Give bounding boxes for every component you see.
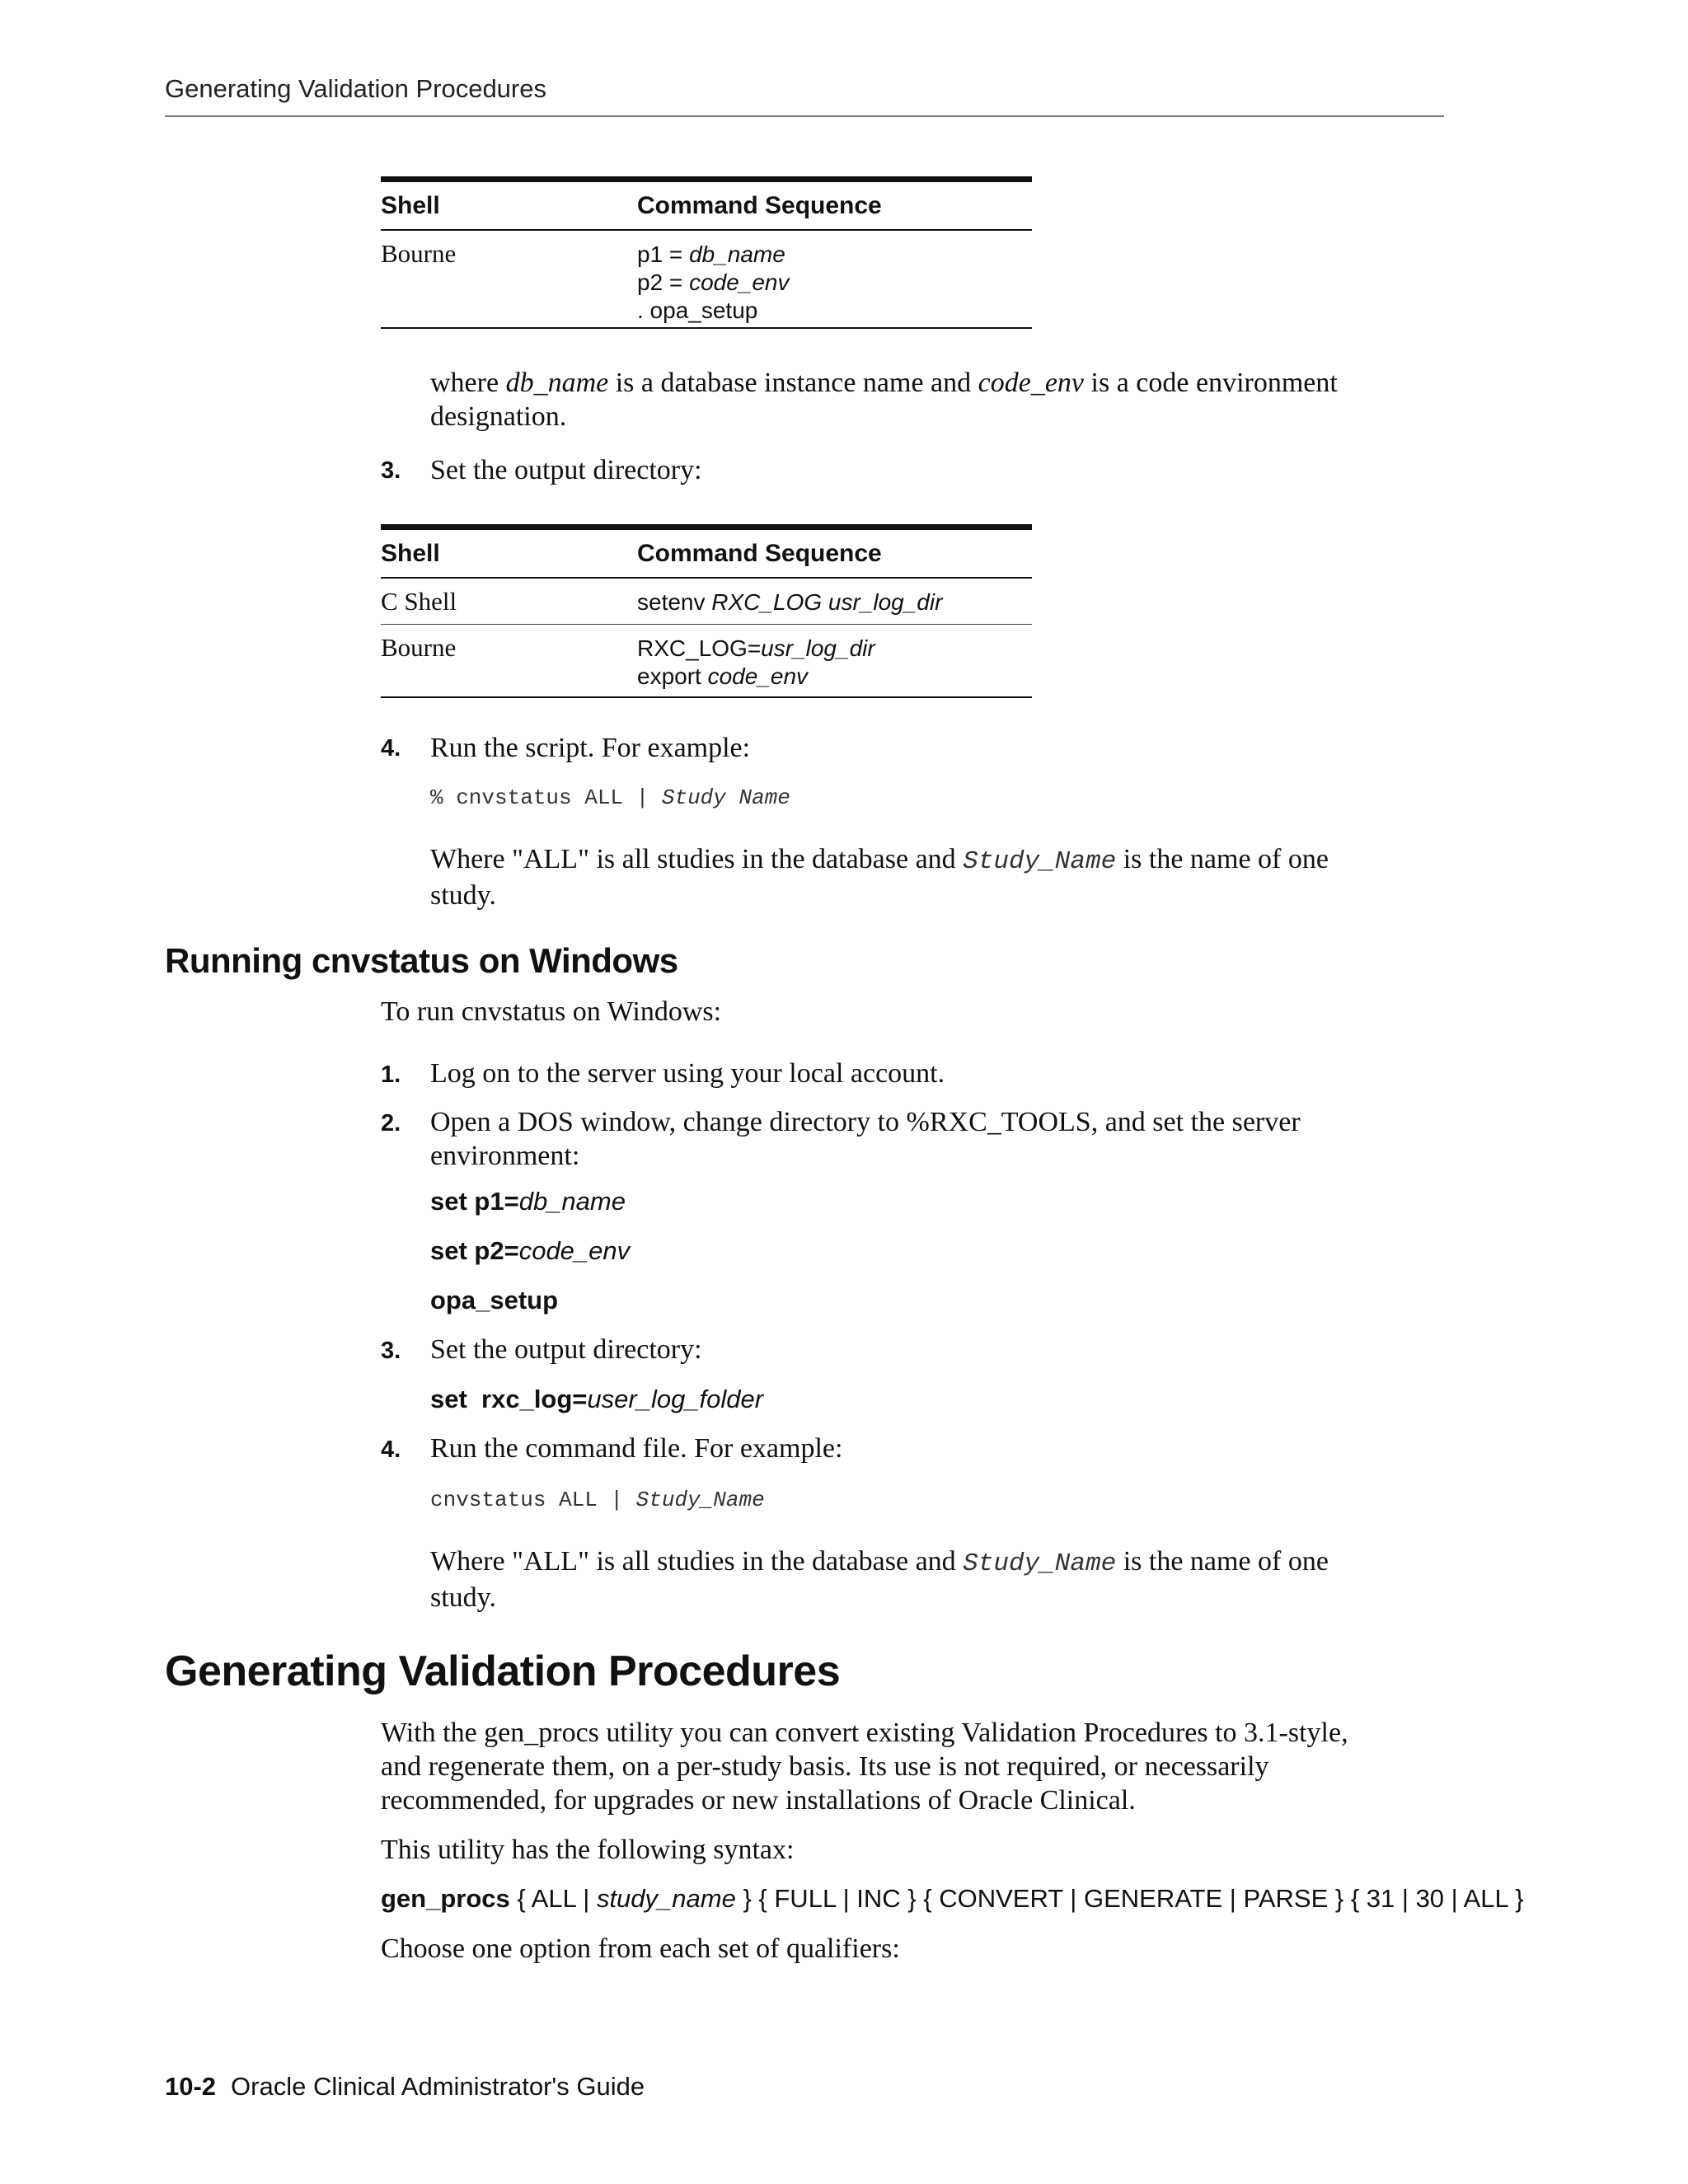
- var: Study_Name: [963, 847, 1117, 876]
- table-row: [381, 625, 1032, 698]
- syntax-line: [381, 1884, 1524, 1914]
- text: is a code environment: [1084, 368, 1338, 398]
- text: study.: [430, 1582, 496, 1613]
- step-number: 4.: [381, 735, 401, 762]
- shell-command-table-1: [381, 176, 1032, 329]
- command-line: [430, 1385, 763, 1414]
- code-example: [430, 1488, 765, 1512]
- where-note: [430, 366, 1338, 434]
- section-heading: Running cnvstatus on Windows: [165, 941, 678, 980]
- intro-text: To run cnvstatus on Windows:: [381, 996, 722, 1027]
- cmd-text: p1 =: [637, 241, 690, 267]
- table-header-row: [381, 182, 1032, 231]
- text: recommended, for upgrades or new installations of Oracle Clinical.: [381, 1785, 1136, 1816]
- body-paragraph: Choose one option from each set of qualifiers:: [381, 1933, 900, 1964]
- step-number: 2.: [381, 1110, 401, 1137]
- text: is the name of one: [1116, 1546, 1329, 1577]
- where-note: [430, 1544, 1329, 1615]
- body-paragraph: This utility has the following syntax:: [381, 1835, 795, 1865]
- cmd-keyword: gen_procs: [381, 1884, 510, 1913]
- page-footer: [165, 2072, 645, 2102]
- column-header-shell: Shell: [381, 539, 440, 567]
- cmd-keyword: set rxc_log=: [430, 1385, 588, 1413]
- shell-cell: Bourne: [381, 633, 457, 662]
- code-text: cnvstatus ALL |: [430, 1488, 636, 1512]
- text: Where "ALL" is all studies in the database and: [430, 1546, 964, 1577]
- column-header-command: Command Sequence: [637, 539, 882, 567]
- step-text: Run the command file. For example:: [430, 1433, 843, 1464]
- var: Study_Name: [963, 1549, 1117, 1578]
- cmd-text: { ALL |: [509, 1884, 597, 1913]
- text: With the gen_procs utility you can convert existing Validation Procedures to 3.1-style,: [381, 1718, 1348, 1748]
- table-top-rule: [381, 524, 1032, 530]
- command-line: opa_setup: [430, 1286, 559, 1315]
- step-text: Run the script. For example:: [430, 733, 751, 763]
- page-number: 10-2: [165, 2072, 217, 2101]
- column-header-command: Command Sequence: [637, 191, 882, 219]
- cmd-text: RXC_LOG=: [637, 635, 762, 661]
- step-number: 3.: [381, 457, 401, 484]
- text: is the name of one: [1116, 844, 1329, 874]
- body-paragraph: [381, 1716, 1348, 1817]
- cmd-var: code_env: [689, 269, 790, 295]
- step-number: 1.: [381, 1062, 401, 1088]
- code-var: Study_Name: [635, 1488, 765, 1512]
- cmd-var: usr_log_dir: [761, 635, 875, 661]
- text: designation.: [430, 401, 567, 432]
- step-text: [430, 1105, 1301, 1173]
- table-row: [381, 579, 1032, 625]
- cmd-text: export: [637, 663, 708, 689]
- cmd-keyword: set p2=: [430, 1236, 519, 1265]
- cmd-var: code_env: [707, 663, 809, 689]
- step-text: Log on to the server using your local account.: [430, 1058, 945, 1089]
- command-line: [430, 1187, 626, 1216]
- cmd-var: db_name: [518, 1187, 626, 1216]
- text: environment:: [430, 1141, 580, 1171]
- header-rule: [165, 115, 1444, 117]
- table-row: [381, 231, 1032, 329]
- code-var: Study Name: [661, 785, 790, 810]
- code-text: % cnvstatus ALL |: [430, 785, 662, 810]
- code-example: [430, 785, 790, 810]
- command-cell: [637, 579, 1032, 624]
- column-header-shell: Shell: [381, 191, 440, 219]
- command-cell: [637, 625, 1032, 696]
- step-number: 3.: [381, 1338, 401, 1364]
- step-text: Set the output directory:: [430, 1334, 702, 1365]
- text: and regenerate them, on a per-study basis. Its use is not required, or necessarily: [381, 1751, 1269, 1782]
- text: where: [430, 368, 506, 398]
- cmd-var: db_name: [689, 241, 785, 267]
- command-line: [430, 1236, 630, 1266]
- text: study.: [430, 880, 496, 911]
- running-header: Generating Validation Procedures: [165, 74, 546, 103]
- shell-command-table-2: [381, 524, 1032, 698]
- chapter-section-heading: Generating Validation Procedures: [165, 1647, 841, 1695]
- where-note: [430, 842, 1329, 912]
- cmd-var: RXC_LOG usr_log_dir: [711, 589, 943, 615]
- cmd-text: setenv: [637, 589, 712, 615]
- shell-cell: Bourne: [381, 239, 457, 268]
- cmd-var: code_env: [518, 1236, 631, 1265]
- step-text: Set the output directory:: [430, 455, 702, 485]
- text: is a database instance name and: [608, 368, 978, 398]
- command-cell: [637, 231, 1032, 327]
- var: db_name: [505, 368, 609, 398]
- table-header-row: [381, 530, 1032, 579]
- text: Where "ALL" is all studies in the database and: [430, 844, 964, 874]
- table-top-rule: [381, 176, 1032, 182]
- cmd-text: . opa_setup: [637, 298, 758, 323]
- book-title: Oracle Clinical Administrator's Guide: [231, 2072, 645, 2101]
- var: code_env: [978, 368, 1085, 398]
- step-number: 4.: [381, 1436, 401, 1463]
- cmd-var: user_log_folder: [587, 1385, 764, 1413]
- cmd-text: } { FULL | INC } { CONVERT | GENERATE | PARSE } { 31 | 30 | ALL }: [735, 1884, 1524, 1913]
- shell-cell: C Shell: [381, 587, 457, 616]
- cmd-text: p2 =: [637, 269, 690, 295]
- cmd-var: study_name: [596, 1884, 736, 1913]
- text: Open a DOS window, change directory to %RXC_TOOLS, and set the server: [430, 1107, 1301, 1137]
- cmd-keyword: set p1=: [430, 1187, 519, 1216]
